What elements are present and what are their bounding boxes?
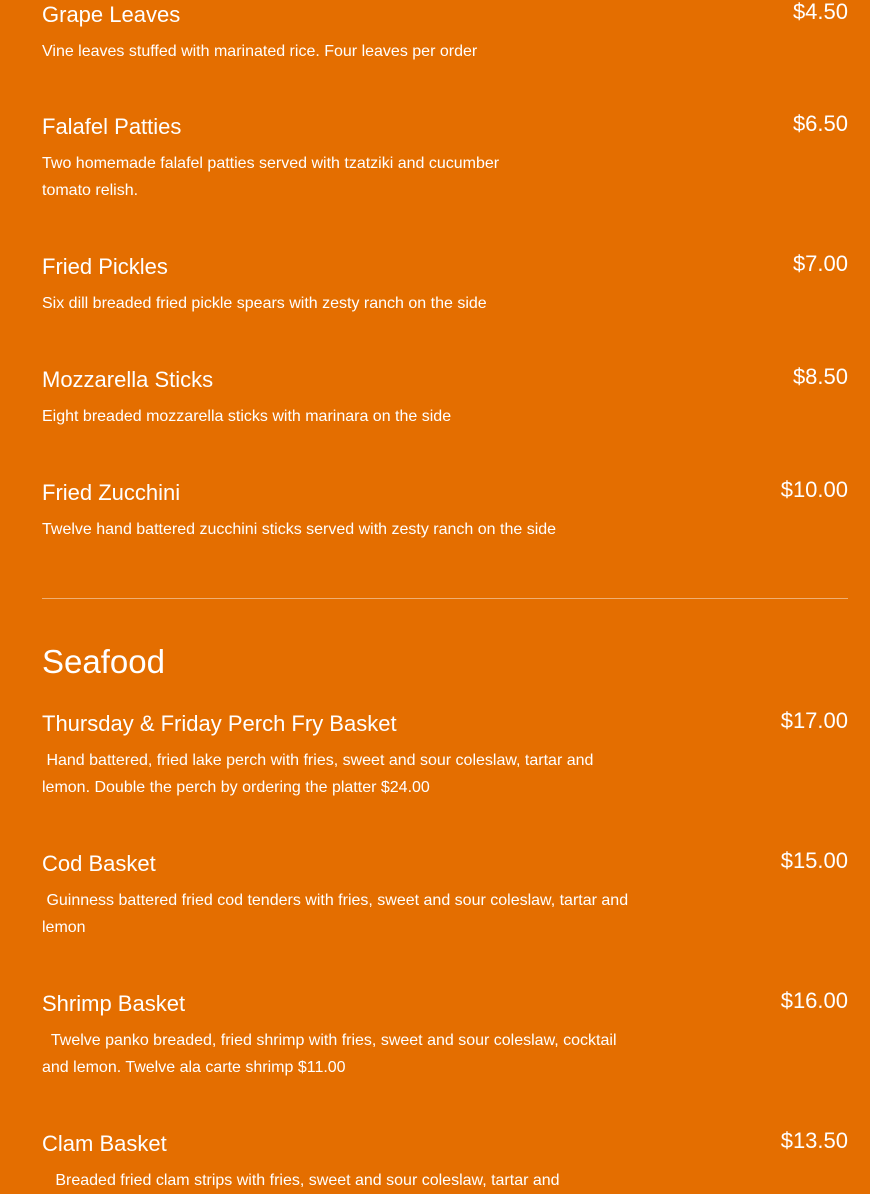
item-name: Thursday & Friday Perch Fry Basket — [42, 711, 397, 736]
menu-list — [42, 0, 848, 1194]
item-name: Falafel Patties — [42, 114, 182, 139]
section-title: Seafood — [42, 643, 165, 680]
item-name: Fried Zucchini — [42, 480, 181, 505]
item-description: Twelve panko breaded, fried shrimp with fries, sweet and sour coleslaw, cocktail and lemon. Twelve ala carte shrimp $11.00 — [42, 1032, 621, 1076]
section-divider — [42, 598, 848, 599]
item-name: Grape Leaves — [42, 2, 181, 27]
item-name: Clam Basket — [42, 1131, 167, 1156]
item-price: $10.00 — [780, 477, 848, 502]
item-name: Shrimp Basket — [42, 991, 186, 1016]
item-description: Guinness battered fried cod tenders with fries, sweet and sour coleslaw, tartar and lemon — [42, 892, 633, 936]
item-name: Fried Pickles — [42, 254, 168, 279]
item-price: $13.50 — [780, 1128, 848, 1153]
item-description: Six dill breaded fried pickle spears with zesty ranch on the side — [42, 295, 487, 312]
item-price: $15.00 — [780, 848, 848, 873]
item-price: $16.00 — [780, 988, 848, 1013]
item-price: $6.50 — [792, 111, 848, 136]
item-description: Vine leaves stuffed with marinated rice. Four leaves per order — [42, 43, 478, 60]
item-description: Two homemade falafel patties served with tzatziki and cucumber tomato relish. — [42, 155, 500, 199]
item-price: $7.00 — [792, 251, 848, 276]
item-price: $8.50 — [792, 364, 848, 389]
item-name: Mozzarella Sticks — [42, 367, 214, 392]
item-description: Twelve hand battered zucchini sticks served with zesty ranch on the side — [42, 521, 557, 538]
item-description: Hand battered, fried lake perch with fries, sweet and sour coleslaw, tartar and lemon. Double the perch by ordering the platter $24.00 — [42, 752, 598, 796]
item-description: Eight breaded mozzarella sticks with marinara on the side — [42, 408, 452, 425]
item-price: $17.00 — [780, 708, 848, 733]
item-description: Breaded fried clam strips with fries, sweet and sour coleslaw, tartar and — [42, 1172, 560, 1189]
item-name: Cod Basket — [42, 851, 156, 876]
item-price: $4.50 — [792, 0, 848, 24]
